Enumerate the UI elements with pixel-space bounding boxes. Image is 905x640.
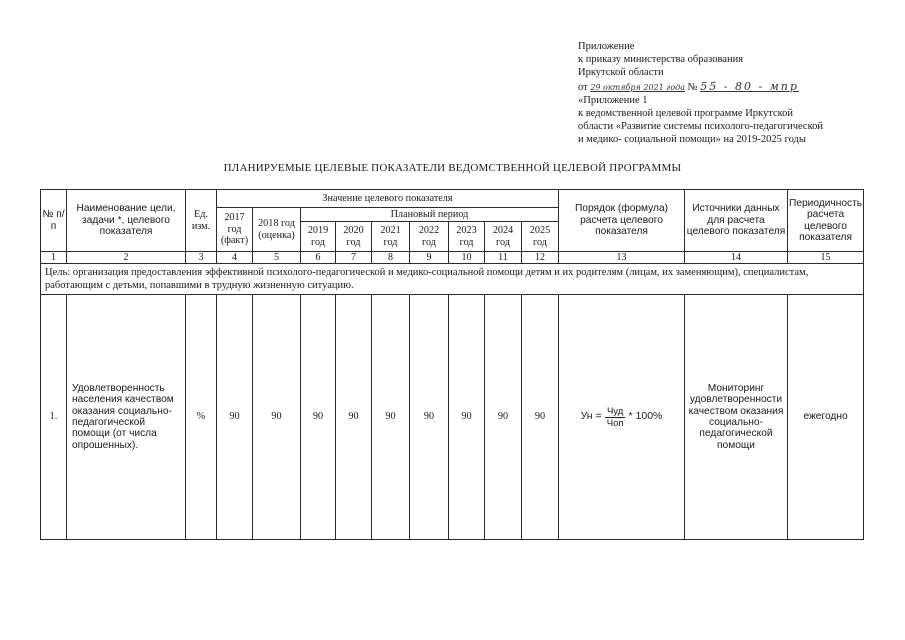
header-planned-year: 2020 год: [336, 222, 372, 252]
column-number: 14: [685, 252, 788, 264]
header-planned-year: 2024 год: [485, 222, 522, 252]
header-year-2017: 2017 год (факт): [217, 208, 253, 252]
column-number: 13: [559, 252, 685, 264]
value-2024: 90: [485, 295, 522, 540]
formula-denominator: Чоп: [606, 417, 624, 429]
header-planned-year: 2023 год: [449, 222, 485, 252]
value-2025: 90: [522, 295, 559, 540]
goal-row: Цель: организация предоставления эффективной психолого-педагогической и медико-социальной помощи детям и их родителям (лицам, их заменяющим), специалистам, работающим с детьми, попавшими в трудную жизненную ситуацию.: [41, 264, 864, 295]
header-year-2018: 2018 год (оценка): [253, 208, 301, 252]
column-number: 9: [410, 252, 449, 264]
value-2022: 90: [410, 295, 449, 540]
column-number: 3: [186, 252, 217, 264]
column-number: 7: [336, 252, 372, 264]
column-number: 12: [522, 252, 559, 264]
annex-line: области «Развитие системы психолого-педагогической: [578, 121, 824, 133]
column-number: 10: [449, 252, 485, 264]
value-2020: 90: [336, 295, 372, 540]
header-name: Наименование цели, задачи *, целевого показателя: [67, 190, 186, 252]
data-source: Мониторинг удовлетворенности качеством оказания социально-педагогической помощи: [685, 295, 788, 540]
periodicity: ежегодно: [788, 295, 864, 540]
header-periodicity: Периодичность расчета целевого показателя: [788, 190, 864, 252]
header-planned-year: 2025 год: [522, 222, 559, 252]
column-number: 15: [788, 252, 864, 264]
formula-multiplier: * 100%: [628, 410, 663, 423]
indicator-name: Удовлетворенность населения качеством оказания социально-педагогической помощи (от числа опрошенных).: [67, 295, 186, 540]
value-2021: 90: [372, 295, 410, 540]
header-value-group: Значение целевого показателя: [217, 190, 559, 208]
annex-line: Приложение: [578, 41, 635, 52]
header-sources: Источники данных для расчета целевого показателя: [685, 190, 788, 252]
value-2023: 90: [449, 295, 485, 540]
formula-fraction: [605, 406, 626, 429]
column-number: 11: [485, 252, 522, 264]
formula: [581, 406, 663, 429]
header-planned-period: Плановый период: [301, 208, 559, 222]
header-planned-year: 2021 год: [372, 222, 410, 252]
annex-number-label: №: [687, 81, 698, 93]
value-2017: 90: [217, 295, 253, 540]
formula-numerator: Чуд: [606, 405, 624, 417]
annex-line: и медико- социальной помощи» на 2019-2025 годы: [578, 134, 806, 146]
column-number: 6: [301, 252, 336, 264]
formula-lhs: Ун: [580, 410, 593, 423]
indicators-table: [40, 189, 864, 540]
header-formula: Порядок (формула) расчета целевого показателя: [559, 190, 685, 252]
header-unit: Ед. изм.: [186, 190, 217, 252]
annex-header: [578, 40, 823, 147]
header-num: № п/п: [41, 190, 67, 252]
annex-line: «Приложение 1: [578, 94, 648, 106]
formula-cell: [559, 295, 685, 540]
column-number-row: [41, 252, 864, 264]
table-row: [41, 295, 864, 540]
formula-equals: =: [595, 410, 602, 423]
annex-line: к приказу министерства образования: [578, 54, 744, 66]
value-2018: 90: [253, 295, 301, 540]
column-number: 4: [217, 252, 253, 264]
column-number: 5: [253, 252, 301, 264]
header-planned-year: 2022 год: [410, 222, 449, 252]
header-planned-year: 2019 год: [301, 222, 336, 252]
annex-line: к ведомственной целевой программе Иркутской: [578, 108, 794, 120]
annex-from-prefix: от: [578, 81, 588, 93]
column-number: 1: [41, 252, 67, 264]
column-number: 2: [67, 252, 186, 264]
annex-date-line: [578, 80, 823, 94]
annex-line: Иркутской области: [578, 67, 664, 79]
handwritten-number: 55 - 80 - мпр: [700, 79, 799, 93]
value-2019: 90: [301, 295, 336, 540]
row-num: 1.: [41, 295, 67, 540]
page-title: ПЛАНИРУЕМЫЕ ЦЕЛЕВЫЕ ПОКАЗАТЕЛИ ВЕДОМСТВЕННОЙ ЦЕЛЕВОЙ ПРОГРАММЫ: [223, 162, 682, 174]
indicator-unit: %: [186, 295, 217, 540]
handwritten-date: 29 октября 2021 года: [590, 82, 685, 92]
column-number: 8: [372, 252, 410, 264]
